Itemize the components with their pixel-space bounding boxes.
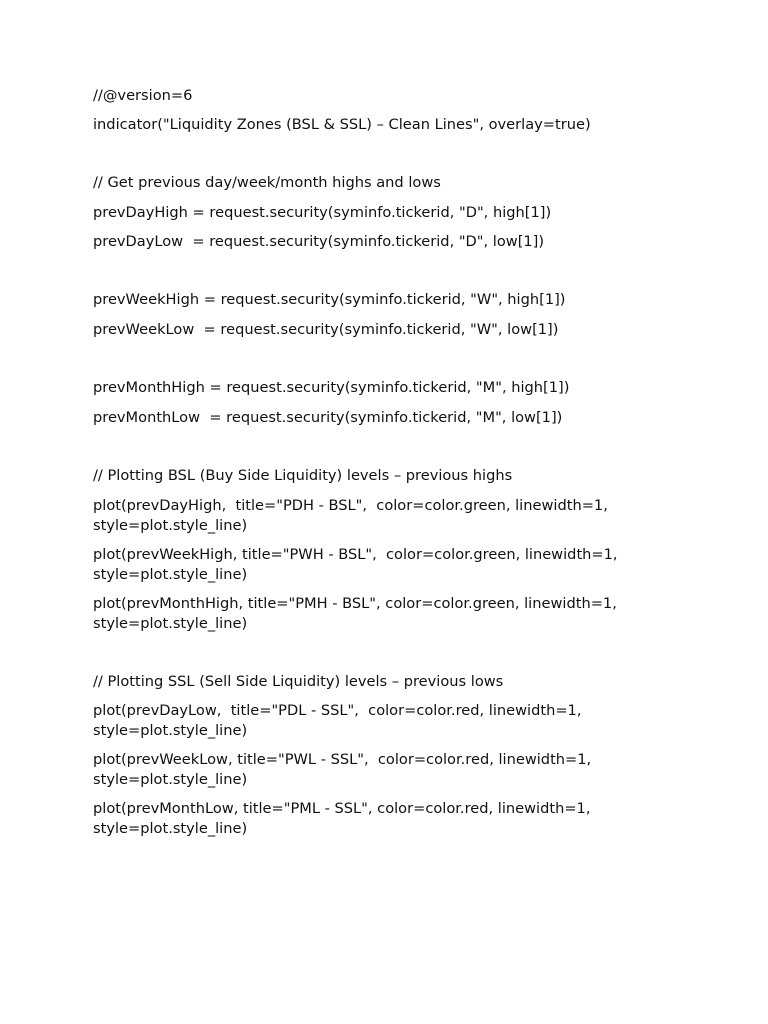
comment-line-get-previous: // Get previous day/week/month highs and lows [93,174,441,191]
code-line-prev-day-low: prevDayLow = request.security(syminfo.tickerid, "D", low[1]) [93,233,545,250]
code-line-prev-day-high: prevDayHigh = request.security(syminfo.tickerid, "D", high[1]) [93,204,552,221]
code-line-plot-pwh: plot(prevWeekHigh, title="PWH - BSL", color=color.green, linewidth=1, style=plot.style_line) [93,546,618,583]
code-line-plot-pwl: plot(prevWeekLow, title="PWL - SSL", color=color.red, linewidth=1, style=plot.style_line) [93,751,592,788]
code-line-plot-pdh: plot(prevDayHigh, title="PDH - BSL", color=color.green, linewidth=1, style=plot.style_line) [93,497,608,534]
code-line-prev-week-low: prevWeekLow = request.security(syminfo.tickerid, "W", low[1]) [93,321,559,338]
comment-line-plotting-ssl: // Plotting SSL (Sell Side Liquidity) levels – previous lows [93,673,504,690]
code-line-plot-pml: plot(prevMonthLow, title="PML - SSL", color=color.red, linewidth=1, style=plot.style_line) [93,800,591,837]
code-line-plot-pdl: plot(prevDayLow, title="PDL - SSL", color=color.red, linewidth=1, style=plot.style_line) [93,702,582,739]
comment-line-plotting-bsl: // Plotting BSL (Buy Side Liquidity) levels – previous highs [93,467,513,484]
indicator-declaration-line: indicator("Liquidity Zones (BSL & SSL) – Clean Lines", overlay=true) [93,116,591,133]
code-line-prev-month-low: prevMonthLow = request.security(syminfo.tickerid, "M", low[1]) [93,409,563,426]
code-line-plot-pmh: plot(prevMonthHigh, title="PMH - BSL", color=color.green, linewidth=1, style=plot.style_line) [93,595,617,632]
version-directive-line: //@version=6 [93,87,193,104]
code-line-prev-week-high: prevWeekHigh = request.security(syminfo.tickerid, "W", high[1]) [93,291,566,308]
code-line-prev-month-high: prevMonthHigh = request.security(syminfo.tickerid, "M", high[1]) [93,379,570,396]
